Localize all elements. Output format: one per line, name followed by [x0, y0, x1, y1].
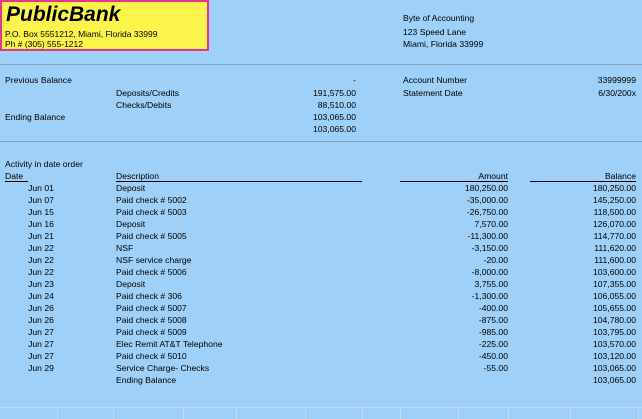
summary-divider	[0, 141, 642, 142]
row-balance: 107,355.00	[592, 279, 636, 289]
row-amount: -35,000.00	[466, 195, 508, 205]
row-balance: 103,600.00	[592, 267, 636, 277]
row-description: Deposit	[116, 183, 146, 193]
row-amount: -26,750.00	[466, 207, 508, 217]
table-row	[0, 290, 642, 302]
grid-column-line	[305, 408, 306, 419]
grid-column-line	[236, 408, 237, 419]
grid-line	[0, 407, 642, 408]
table-row	[0, 242, 642, 254]
customer-name: Byte of Accounting	[403, 13, 475, 23]
row-amount: -875.00	[478, 315, 508, 325]
table-row	[0, 230, 642, 242]
row-description: Deposit	[116, 219, 146, 229]
table-row	[0, 206, 642, 218]
row-amount: -8,000.00	[471, 267, 508, 277]
row-balance: 114,770.00	[593, 231, 636, 241]
statement-date-value: 6/30/200x	[598, 88, 636, 98]
row-date: Jun 27	[28, 327, 54, 337]
description-header: Description	[116, 171, 159, 181]
table-row	[0, 266, 642, 278]
row-date: Jun 22	[28, 255, 54, 265]
row-description: Paid check # 5008	[116, 315, 187, 325]
row-description: Ending Balance	[116, 375, 177, 385]
row-date: Jun 01	[28, 183, 54, 193]
row-amount: -985.00	[478, 327, 508, 337]
row-amount: -450.00	[478, 351, 508, 361]
row-description: Paid check # 5010	[116, 351, 187, 361]
grid-column-line	[183, 408, 184, 419]
deposits-label: Deposits/Credits	[116, 88, 180, 98]
grid-column-line	[570, 408, 571, 419]
table-row	[0, 302, 642, 314]
bank-header	[0, 0, 209, 51]
row-amount: -3,150.00	[471, 243, 508, 253]
row-date: Jun 24	[28, 291, 54, 301]
checks-value: 88,510.00	[317, 100, 356, 110]
row-date: Jun 22	[28, 243, 54, 253]
row-balance: 103,795.00	[592, 327, 636, 337]
row-description: Paid check # 5007	[116, 303, 187, 313]
table-row	[0, 362, 642, 374]
row-description: NSF service charge	[116, 255, 192, 265]
row-amount: 180,250.00	[464, 183, 508, 193]
row-balance: 180,250.00	[592, 183, 636, 193]
row-balance: 103,120.00	[592, 351, 636, 361]
row-description: Paid check # 5002	[116, 195, 187, 205]
row-balance: 105,655.00	[592, 303, 636, 313]
bank-phone: Ph # (305) 555-1212	[5, 39, 83, 49]
row-date: Jun 26	[28, 303, 54, 313]
table-row	[0, 374, 642, 386]
row-description: Paid check # 5005	[116, 231, 187, 241]
row-balance: 103,570.00	[592, 339, 636, 349]
grid-column-line	[57, 408, 58, 419]
row-description: Service Charge- Checks	[116, 363, 210, 373]
row-description: Paid check # 5009	[116, 327, 187, 337]
account-number-label: Account Number	[403, 75, 468, 85]
row-amount: -20.00	[483, 255, 508, 265]
deposits-value: 191,575.00	[312, 88, 356, 98]
row-amount: -225.00	[478, 339, 508, 349]
row-amount: -400.00	[478, 303, 508, 313]
table-row	[0, 194, 642, 206]
row-date: Jun 27	[28, 339, 54, 349]
grid-column-line	[362, 408, 363, 419]
balance-header: Balance	[604, 171, 636, 181]
row-date: Jun 26	[28, 315, 54, 325]
row-date: Jun 21	[28, 231, 54, 241]
bank-name: PublicBank	[6, 3, 121, 26]
row-amount: 3,755.00	[474, 279, 508, 289]
account-number-value: 33999999	[597, 75, 636, 85]
table-row	[0, 218, 642, 230]
row-description: Paid check # 5006	[116, 267, 187, 277]
row-balance: 103,065.00	[592, 375, 636, 385]
table-row	[0, 278, 642, 290]
table-row	[0, 326, 642, 338]
row-date: Jun 07	[28, 195, 54, 205]
ending-balance-label: Ending Balance	[5, 112, 66, 122]
row-balance: 104,780.00	[592, 315, 636, 325]
row-date: Jun 22	[28, 267, 54, 277]
row-balance: 145,250.00	[592, 195, 636, 205]
amount-header: Amount	[478, 171, 508, 181]
row-balance: 106,055.00	[592, 291, 636, 301]
grid-column-line	[113, 408, 114, 419]
row-balance: 118,500.00	[593, 207, 636, 217]
row-date: Jun 27	[28, 351, 54, 361]
date-header: Date	[5, 171, 24, 181]
customer-street: 123 Speed Lane	[403, 27, 467, 37]
checks-label: Checks/Debits	[116, 100, 172, 110]
row-description: Paid check # 306	[116, 291, 182, 301]
ending-balance-value: 103,065.00	[312, 112, 356, 122]
row-balance: 103,065.00	[592, 363, 636, 373]
statement-date-label: Statement Date	[403, 88, 463, 98]
table-row	[0, 338, 642, 350]
table-row	[0, 182, 642, 194]
row-date: Jun 16	[28, 219, 54, 229]
row-date: Jun 23	[28, 279, 54, 289]
table-row	[0, 314, 642, 326]
row-amount: 7,570.00	[474, 219, 508, 229]
grid-column-line	[458, 408, 459, 419]
row-date: Jun 29	[28, 363, 54, 373]
activity-title: Activity in date order	[5, 159, 83, 169]
row-description: Deposit	[116, 279, 146, 289]
row-amount: -1,300.00	[471, 291, 508, 301]
table-row	[0, 350, 642, 362]
customer-city: Miami, Florida 33999	[403, 39, 484, 49]
row-description: Elec Remit AT&T Telephone	[116, 339, 223, 349]
row-balance: 111,600.00	[594, 255, 636, 265]
previous-balance-label: Previous Balance	[5, 75, 72, 85]
previous-balance-value: -	[353, 75, 356, 85]
ending-balance-repeat-value: 103,065.00	[312, 124, 356, 134]
grid-column-line	[400, 408, 401, 419]
row-description: Paid check # 5003	[116, 207, 187, 217]
row-balance: 111,620.00	[594, 243, 636, 253]
bank-address: P.O. Box 5551212, Miami, Florida 33999	[5, 29, 158, 39]
row-amount: -11,300.00	[467, 231, 508, 241]
table-row	[0, 254, 642, 266]
row-amount: -55.00	[483, 363, 508, 373]
grid-column-line	[638, 408, 639, 419]
grid-column-line	[508, 408, 509, 419]
row-description: NSF	[116, 243, 134, 253]
header-divider	[0, 64, 642, 65]
row-balance: 126,070.00	[592, 219, 636, 229]
row-date: Jun 15	[28, 207, 54, 217]
